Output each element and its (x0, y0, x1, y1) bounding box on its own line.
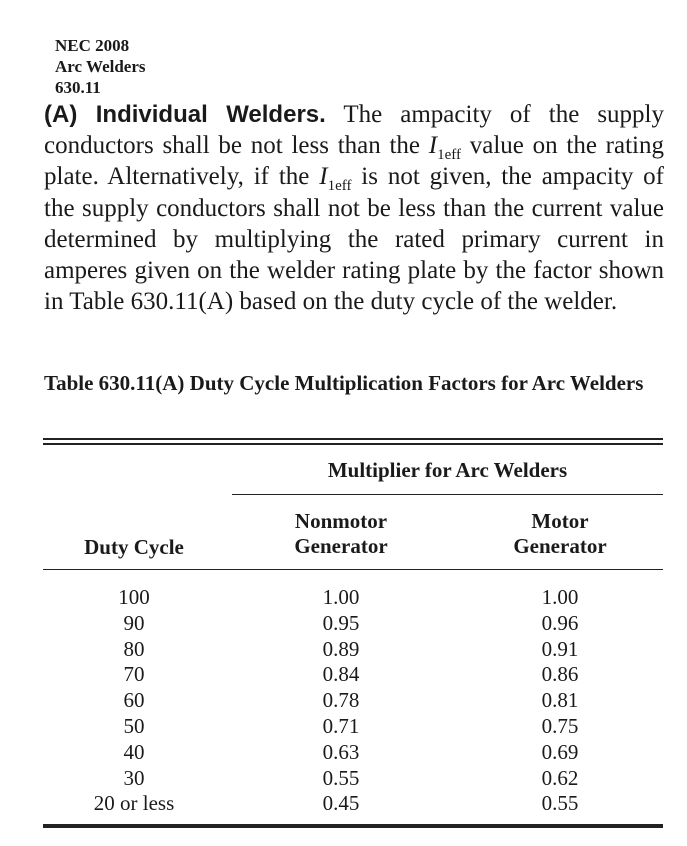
table-cell-duty: 60 (123, 688, 145, 713)
table-cell-motor: 0.75 (541, 713, 579, 738)
header-bottom-rule (43, 569, 663, 570)
column-header-nonmotor-line1: Nonmotor (294, 509, 388, 533)
table-cell-duty: 90 (123, 610, 145, 635)
table-cell-motor: 0.86 (541, 662, 579, 687)
column-header-nonmotor-line2: Generator (294, 534, 388, 558)
ieff-subscript-2: 1eff (327, 178, 352, 195)
table-cell-nonmotor: 0.95 (322, 610, 360, 635)
table-cell-nonmotor: 0.55 (322, 765, 360, 790)
header-topic: Arc Welders (55, 57, 146, 76)
duty-cycle-column (44, 585, 224, 817)
paragraph-lead: (A) Individual Welders. (44, 101, 326, 128)
table-cell-duty: 30 (123, 765, 145, 790)
section-paragraph (44, 99, 664, 317)
ieff-subscript: 1eff (437, 147, 461, 164)
table-cell-duty: 70 (123, 662, 145, 687)
paragraph-text-2: value on the rating plate. Alternatively, if the (44, 132, 664, 191)
nonmotor-column (241, 585, 441, 817)
table-cell-nonmotor: 0.71 (322, 713, 360, 738)
table-bottom-rule (43, 824, 663, 828)
group-header-rule (232, 494, 663, 495)
table-cell-duty: 40 (123, 739, 145, 764)
table-cell-duty: 80 (123, 636, 145, 661)
table-cell-motor: 0.69 (541, 739, 579, 764)
table-cell-motor: 0.91 (541, 636, 579, 661)
column-header-nonmotor (241, 509, 441, 559)
column-header-motor (460, 509, 660, 559)
table-cell-duty: 100 (118, 585, 150, 609)
table-cell-nonmotor: 1.00 (322, 585, 360, 609)
table-cell-nonmotor: 0.84 (322, 662, 360, 687)
column-header-motor-line1: Motor (531, 509, 589, 533)
table-cell-motor: 0.62 (541, 765, 579, 790)
header-code: NEC 2008 (55, 36, 130, 55)
table-cell-motor: 1.00 (541, 585, 579, 609)
paragraph-text-3: is not given, the ampacity of the supply conductors shall not be less than the current value determined by multiplying the rated primary current in amperes given on the welder rating plate by the factor shown in Table 630.11(A) based on the duty cycle of the welder. (44, 163, 665, 316)
table-top-rule (43, 438, 663, 440)
table-cell-nonmotor: 0.63 (322, 739, 360, 764)
ieff-variable-2: I (319, 163, 328, 191)
table-cell-nonmotor: 0.45 (322, 791, 360, 816)
table-cell-nonmotor: 0.89 (322, 636, 360, 661)
column-header-motor-line2: Generator (513, 534, 607, 558)
table-cell-motor: 0.55 (541, 791, 579, 816)
header-section: 630.11 (55, 78, 101, 97)
table-cell-motor: 0.96 (541, 610, 579, 635)
ieff-variable: I (428, 132, 438, 160)
table-cell-duty: 50 (123, 713, 145, 738)
table-cell-motor: 0.81 (541, 688, 579, 713)
group-header: Multiplier for Arc Welders (327, 458, 568, 482)
paragraph-text-1: The ampacity of the supply conductors shall be not less than the (44, 101, 664, 160)
table-caption: Table 630.11(A) Duty Cycle Multiplication Factors for Arc Welders (44, 371, 644, 395)
motor-column (460, 585, 660, 817)
table-cell-duty: 20 or less (93, 791, 175, 816)
table-top-rule-2 (43, 443, 663, 445)
column-header-duty-cycle: Duty Cycle (84, 535, 184, 559)
table-cell-nonmotor: 0.78 (322, 688, 360, 713)
